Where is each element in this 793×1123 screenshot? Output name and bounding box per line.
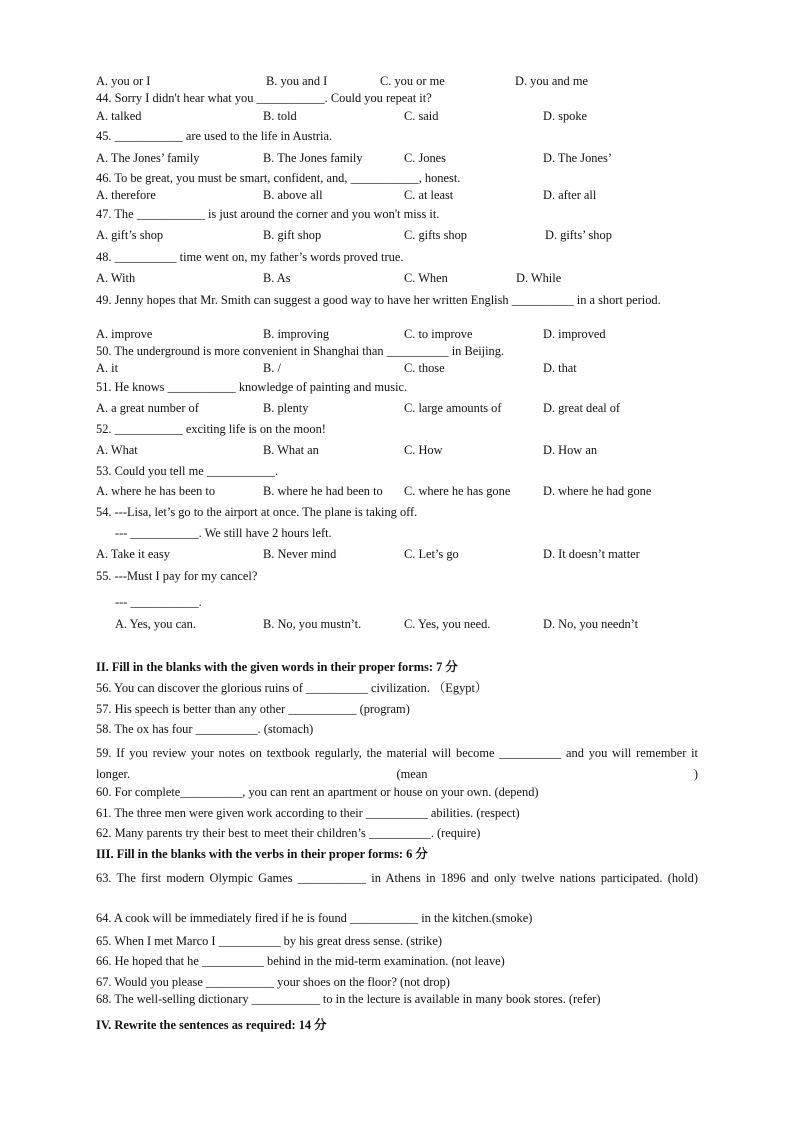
option-d: D. gifts’ shop — [545, 228, 612, 242]
option-c: C. Let’s go — [404, 547, 459, 561]
option-d: D. The Jones’ — [543, 151, 612, 165]
option-b: B. plenty — [263, 401, 309, 415]
question-54-reply: --- ___________. We still have 2 hours left. — [115, 526, 332, 540]
question-48: 48. __________ time went on, my father’s words proved true. — [96, 250, 404, 264]
option-d: D. that — [543, 361, 577, 375]
question-44: 44. Sorry I didn't hear what you ___________. Could you repeat it? — [96, 91, 432, 105]
option-c: C. large amounts of — [404, 401, 502, 415]
option-c: C. gifts shop — [404, 228, 467, 242]
option-d: D. improved — [543, 327, 606, 341]
option-d: D. No, you needn’t — [543, 617, 639, 631]
question-66: 66. He hoped that he __________ behind in the mid-term examination. (not leave) — [96, 954, 505, 968]
option-a: A. a great number of — [96, 401, 199, 415]
question-60: 60. For complete__________, you can rent an apartment or house on your own. (depend) — [96, 785, 539, 799]
option-a: A. you or I — [96, 74, 151, 88]
option-b: B. where he had been to — [263, 484, 383, 498]
option-c: C. where he has gone — [404, 484, 511, 498]
option-c: C. said — [404, 109, 439, 123]
question-68: 68. The well-selling dictionary ___________ to in the lecture is available in many book stores. (refer) — [96, 992, 601, 1006]
question-49: 49. Jenny hopes that Mr. Smith can suggest a good way to have her written English __________ in a short period. — [96, 293, 661, 307]
section-4-heading: IV. Rewrite the sentences as required: 14 分 — [96, 1018, 327, 1032]
question-56: 56. You can discover the glorious ruins of __________ civilization. （Egypt） — [96, 681, 488, 695]
option-d: D. It doesn’t matter — [543, 547, 640, 561]
question-65: 65. When I met Marco I __________ by his great dress sense. (strike) — [96, 934, 442, 948]
option-b: B. gift shop — [263, 228, 322, 242]
question-51: 51. He knows ___________ knowledge of painting and music. — [96, 380, 408, 394]
option-c: C. When — [404, 271, 448, 285]
option-a: A. talked — [96, 109, 142, 123]
option-a: A. where he has been to — [96, 484, 216, 498]
question-64: 64. A cook will be immediately fired if he is found ___________ in the kitchen.(smoke) — [96, 911, 533, 925]
question-67: 67. Would you please ___________ your shoes on the floor? (not drop) — [96, 975, 450, 989]
option-a: A. gift’s shop — [96, 228, 164, 242]
question-58: 58. The ox has four __________. (stomach) — [96, 722, 314, 736]
question-55: 55. ---Must I pay for my cancel? — [96, 569, 258, 583]
section-2-heading: II. Fill in the blanks with the given words in their proper forms: 7 分 — [96, 660, 458, 674]
option-b: B. As — [263, 271, 291, 285]
option-d: D. after all — [543, 188, 597, 202]
question-59: 59. If you review your notes on textbook regularly, the material will become __________ and you will remember it longer. (mean ) — [96, 746, 698, 781]
question-61: 61. The three men were given work according to their __________ abilities. (respect) — [96, 806, 520, 820]
question-53: 53. Could you tell me ___________. — [96, 464, 279, 478]
option-c: C. you or me — [380, 74, 445, 88]
option-c: C. at least — [404, 188, 454, 202]
option-a: A. Take it easy — [96, 547, 170, 561]
option-b: B. you and I — [266, 74, 328, 88]
section-3-heading: III. Fill in the blanks with the verbs in their proper forms: 6 分 — [96, 847, 428, 861]
option-a: A. What — [96, 443, 138, 457]
option-b: B. The Jones family — [263, 151, 363, 165]
option-a: A. The Jones’ family — [96, 151, 200, 165]
option-c: C. those — [404, 361, 445, 375]
question-55-reply: --- ___________. — [115, 595, 202, 609]
option-b: B. improving — [263, 327, 330, 341]
option-c: C. to improve — [404, 327, 473, 341]
option-c: C. How — [404, 443, 443, 457]
option-b: B. told — [263, 109, 297, 123]
option-a: A. it — [96, 361, 119, 375]
option-a: A. Yes, you can. — [115, 617, 196, 631]
question-63: 63. The first modern Olympic Games ___________ in Athens in 1896 and only twelve nations participated. (hold) — [96, 871, 698, 885]
option-d: D. you and me — [515, 74, 588, 88]
option-b: B. above all — [263, 188, 323, 202]
option-b: B. Never mind — [263, 547, 337, 561]
question-52: 52. ___________ exciting life is on the moon! — [96, 422, 326, 436]
option-b: B. No, you mustn’t. — [263, 617, 362, 631]
option-d: D. great deal of — [543, 401, 621, 415]
option-a: A. therefore — [96, 188, 156, 202]
option-a: A. improve — [96, 327, 153, 341]
question-54: 54. ---Lisa, let’s go to the airport at once. The plane is taking off. — [96, 505, 418, 519]
option-b: B. What an — [263, 443, 319, 457]
option-a: A. With — [96, 271, 136, 285]
question-50: 50. The underground is more convenient in Shanghai than __________ in Beijing. — [96, 344, 505, 358]
question-45: 45. ___________ are used to the life in Austria. — [96, 129, 333, 143]
question-57: 57. His speech is better than any other ___________ (program) — [96, 702, 410, 716]
option-d: D. where he had gone — [543, 484, 652, 498]
option-d: D. How an — [543, 443, 598, 457]
option-d: D. While — [516, 271, 562, 285]
option-c: C. Jones — [404, 151, 446, 165]
option-d: D. spoke — [543, 109, 588, 123]
question-62: 62. Many parents try their best to meet their children’s __________. (require) — [96, 826, 481, 840]
question-46: 46. To be great, you must be smart, confident, and, ___________, honest. — [96, 171, 461, 185]
question-47: 47. The ___________ is just around the corner and you won't miss it. — [96, 207, 440, 221]
option-b: B. / — [263, 361, 281, 375]
option-c: C. Yes, you need. — [404, 617, 491, 631]
